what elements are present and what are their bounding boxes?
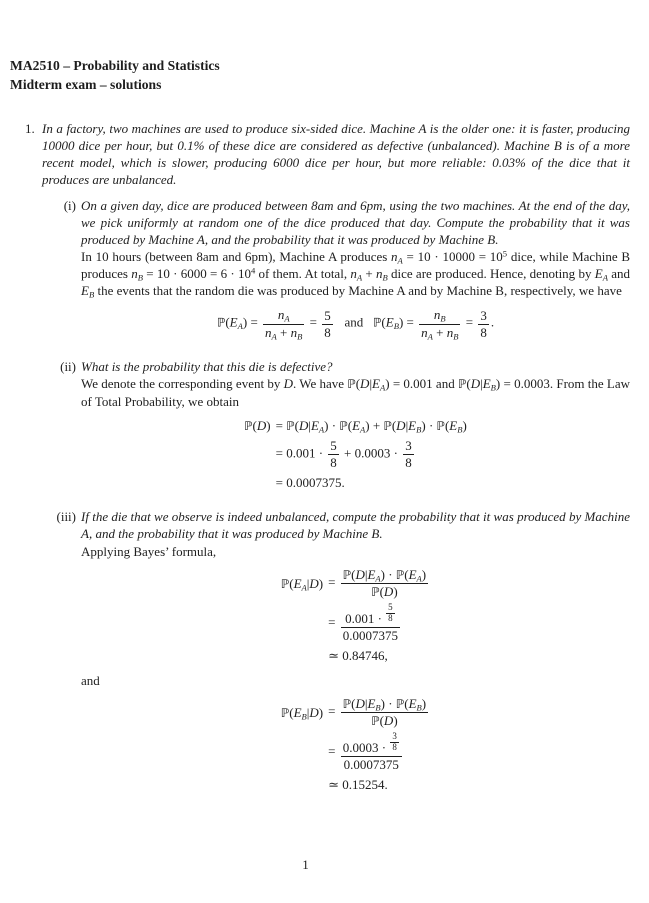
- part-i-content: [81, 197, 630, 349]
- part-i-label: (i): [63, 198, 76, 213]
- equation-prior-probabilities: $ℙ(E_A)$ = $\frac{n_A}{n_A + n_B}$ = $\frac{5}{8}$ and $ℙ(E_B)$ = $\frac{n_B}{n_A + n_B}$ = $\frac{3}{8}$ .: [216, 307, 495, 342]
- problem-number: 1.: [25, 121, 35, 136]
- part-ii: [42, 358, 630, 499]
- part-ii-answer: We denote the corresponding event by D. We have $ℙ(D|E_A) = 0.001$ and $ℙ(D|E_B) = 0.0003$. From the Law of Total Probability, we obtain: [81, 375, 630, 409]
- part-iii-content: [81, 508, 630, 801]
- equation-bayes-machine-a: $ℙ(E_A|D)$ = $\frac{ℙ(D|E_A) \cdot ℙ(E_A)}{\text{ℙ(D)}}$ = 0.001 · $\frac{5}{8}$ 0.0007375 ≃ 0.84746,: [280, 567, 427, 664]
- exam-subtitle: Midterm exam – solutions: [10, 77, 162, 92]
- problem-1: [25, 120, 630, 800]
- document-header: [0, 0, 649, 94]
- part-iii-lead-in: Applying Bayes’ formula,: [81, 543, 217, 559]
- connector-and: and: [81, 672, 100, 688]
- part-ii-question: What is the probability that this die is defective?: [81, 358, 333, 374]
- part-i-answer: In 10 hours (between 8am and 6pm), Machine A produces $n_A = 10 \cdot 10000 = 10^5$ dice, while Machine B produces $n_B = 10 \cdot 6000 = 6 \cdot 10^4$ of them. At total, $n_A + n_B$ dice are produced. Hence, denoting by $E_A$ and $E_B$ the events that the random die was produced by Machine A and by Machine B, respectively, we have: [81, 248, 631, 300]
- problem-statement: In a factory, two machines are used to produce six-sided dice. Machine A is the older one: it is faster, producing 10000 dice per hour, but 0.1% of these dice are considered as defective (unbalanced). Machine B is of a more recent model, which is slower, producing 6000 dice per hour, but more reliable: 0.03% of the dice that it produces are unbalanced.: [42, 121, 630, 187]
- part-i-question: On a given day, dice are produced between 8am and 6pm, using the two machines. At the end of the day, we pick uniformly at random one of the dice produced that day. Compute the probability that it was produced by Machine A, and the probability that it was produced by Machine B.: [81, 198, 630, 247]
- equation-bayes-machine-b: $ℙ(E_B|D)$ = $\frac{ℙ(D|E_B) \cdot ℙ(E_B)}{\text{ℙ(D)}}$ = 0.0003 · $\frac{3}{8}$ 0.0007375 ≃ 0.15254.: [280, 696, 427, 792]
- part-ii-label: (ii): [60, 358, 76, 374]
- problem-body: [42, 120, 630, 800]
- course-title: MA2510 – Probability and Statistics: [10, 58, 220, 73]
- part-i: [42, 197, 630, 349]
- part-iii: [42, 508, 630, 801]
- part-ii-content: [81, 358, 630, 499]
- equation-total-probability: ℙ(D) = $ℙ(D|E_A)$ · $ℙ(E_A)$ + $ℙ(D|E_B)$ · $ℙ(E_B)$ = 0.001 · $\frac{5}{8}$ + 0.0003 · $\frac{3}{8}$ = 0.0007375.: [244, 418, 467, 491]
- part-iii-question: If the die that we observe is indeed unbalanced, compute the probability that it was produced by Machine A, and the probability that it was produced by Machine B.: [81, 508, 630, 541]
- part-iii-label: (iii): [56, 508, 76, 524]
- page-number: 1: [302, 857, 309, 872]
